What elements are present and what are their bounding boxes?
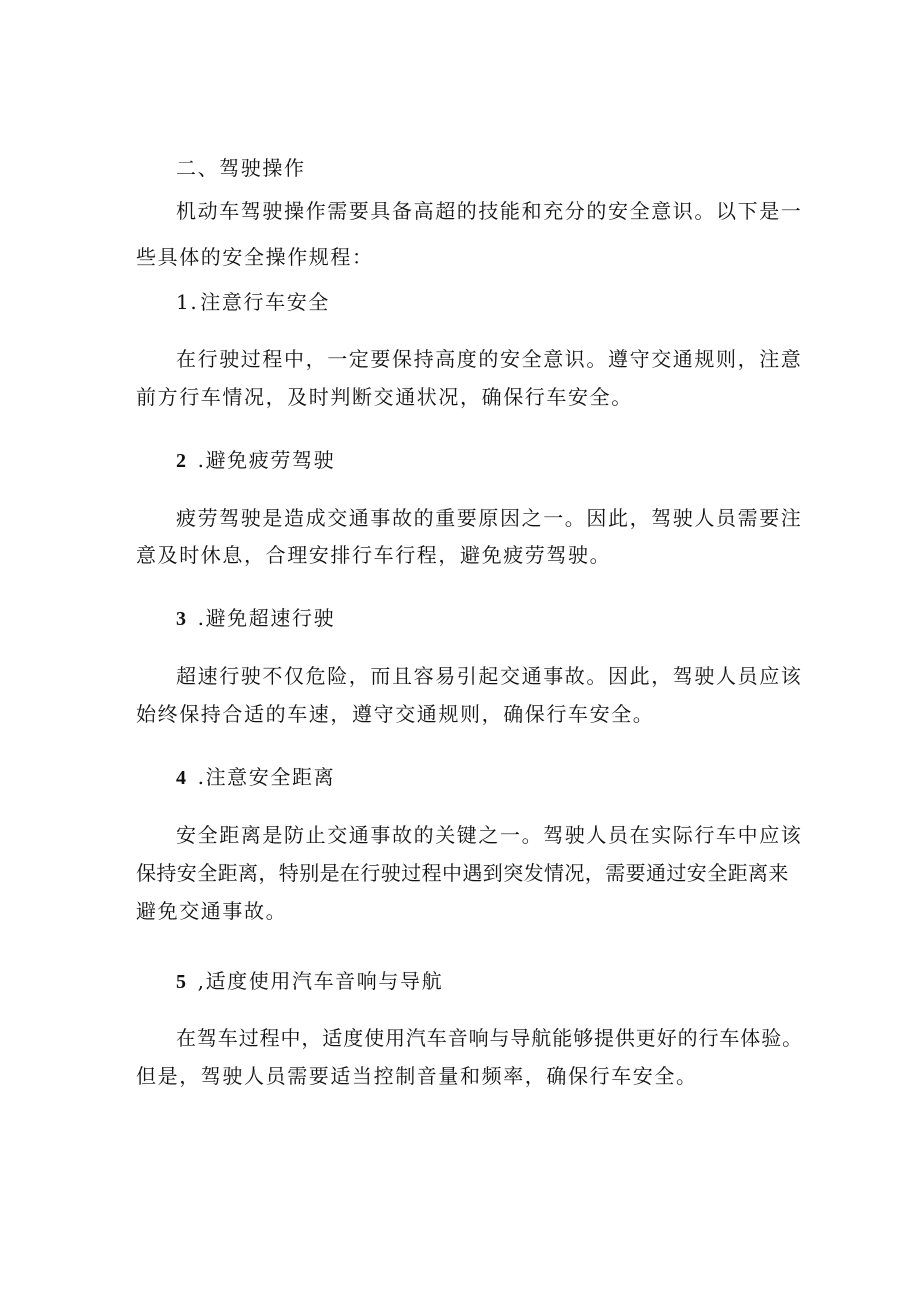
item-number-2: 2 bbox=[176, 450, 188, 472]
item-title-3: .避免超速行驶 bbox=[197, 606, 336, 630]
item-title-4: .注意安全距离 bbox=[197, 765, 336, 789]
item-5-body-line-2: 但是，驾驶人员需要适当控制音量和频率，确保行车安全。 bbox=[136, 1064, 698, 1088]
item-heading-5 bbox=[176, 967, 443, 996]
item-number-4: 4 bbox=[176, 767, 188, 789]
item-title-2: .避免疲劳驾驶 bbox=[197, 448, 336, 472]
item-heading-3 bbox=[176, 604, 335, 633]
item-4-body-line-3: 避免交通事故。 bbox=[136, 899, 288, 923]
item-heading-1 bbox=[176, 288, 330, 316]
item-heading-2 bbox=[176, 446, 335, 475]
intro-line-2: 些具体的安全操作规程： bbox=[136, 245, 374, 269]
item-4-body-line-1: 安全距离是防止交通事故的关键之一。驾驶人员在实际行车中应该 bbox=[176, 823, 803, 847]
item-1-body-line-2: 前方行车情况，及时判断交通状况，确保行车安全。 bbox=[136, 385, 633, 409]
item-3-body-line-2: 始终保持合适的车速，遵守交通规则，确保行车安全。 bbox=[136, 702, 655, 726]
item-title-5: ,适度使用汽车音响与导航 bbox=[197, 969, 444, 993]
item-4-body-line-2: 保持安全距离，特别是在行驶过程中遇到突发情况，需要通过安全距离来 bbox=[136, 861, 789, 885]
item-number-3: 3 bbox=[176, 608, 188, 630]
item-3-body-line-1: 超速行驶不仅危险，而且容易引起交通事故。因此，驾驶人员应该 bbox=[176, 664, 803, 688]
item-5-body-line-1: 在驾车过程中，适度使用汽车音响与导航能够提供更好的行车体验。 bbox=[176, 1026, 803, 1050]
section-title: 二、驾驶操作 bbox=[176, 156, 306, 180]
item-title-1: 注意行车安全 bbox=[200, 290, 330, 314]
item-number-1: 1. bbox=[176, 290, 199, 314]
item-1-body-line-1: 在行驶过程中，一定要保持高度的安全意识。遵守交通规则，注意 bbox=[176, 347, 803, 371]
item-number-5: 5 bbox=[176, 971, 188, 993]
item-2-body-line-1: 疲劳驾驶是造成交通事故的重要原因之一。因此，驾驶人员需要注 bbox=[176, 506, 803, 530]
item-heading-4 bbox=[176, 763, 335, 792]
intro-line-1: 机动车驾驶操作需要具备高超的技能和充分的安全意识。以下是一 bbox=[176, 199, 803, 223]
item-2-body-line-2: 意及时休息，合理安排行车行程，避免疲劳驾驶。 bbox=[136, 543, 612, 567]
